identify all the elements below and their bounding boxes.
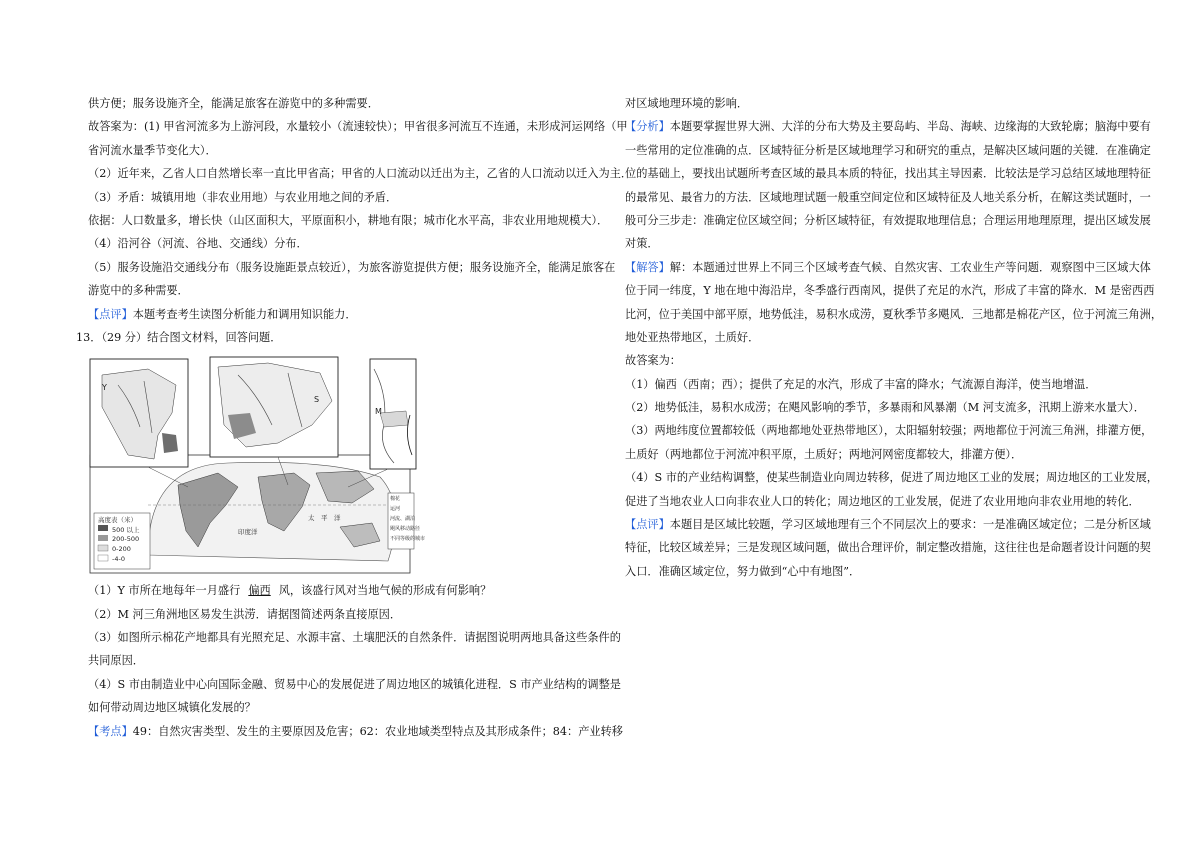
text-line: 的最常见、最省力的方法．区域地理试题一般重空间定位和区域特征及人地关系分析，在解这类试题时，一	[625, 190, 1151, 204]
text-line: 土质好（两地都位于河流冲积平原，土质好；两地河网密度都较大，排灌方便）．	[625, 447, 1023, 461]
label-m: M	[375, 407, 382, 417]
analysis-text: 本题要掌握世界大洲、大洋的分布大势及主要岛屿、半岛、海峡、边缘海的大致轮廓；脑海中要有	[669, 120, 1151, 134]
text-line: 位的基础上，要找出试题所考查区域的最具本质的特征，找出其主导因素．比较法是学习总结区域地理特征	[625, 167, 1151, 181]
analysis-tag: 【分析】	[625, 120, 670, 134]
ocean-pacific-label: 太 平 洋	[308, 514, 341, 523]
text-line: （2）地势低洼，易积水成涝；在飓风影响的季节，多暴雨和风暴潮（M 河支流多，汛期上游来水量大）．	[625, 401, 1145, 415]
text-line: 故答案为：	[625, 354, 681, 368]
map-legend-item: 飓风移动路径	[390, 526, 421, 533]
answer-tag: 【解答】	[625, 260, 670, 274]
ocean-indian-label: 印度洋	[238, 528, 258, 537]
text-line: 促进了当地农业人口向非农业人口的转化；周边地区的工业发展，促进了农业用地向非农业用地的转化．	[625, 494, 1140, 508]
elevation-legend-title: 高度表（米）	[98, 516, 137, 525]
text-line: 对策．	[625, 237, 659, 251]
question-3-cont: 共同原因．	[88, 654, 144, 668]
map-legend-item: 河流、湖泊	[390, 516, 416, 523]
text-line: 入口．准确区域定位，努力做到“心中有地图”．	[625, 564, 861, 578]
left-column	[76, 92, 633, 743]
text-line: （1）偏西（西南；西）；提供了充足的水汽，形成了丰富的降水；气流源自海洋，使当地增温．	[625, 377, 1097, 391]
elevation-legend-item: 0-200	[112, 545, 131, 554]
question-1-answer: 偏西	[248, 584, 271, 598]
text-line: （4）S 市的产业结构调整，使某些制造业向周边转移，促进了周边地区工业的发展；周边地区的工业发展，	[625, 471, 1158, 485]
elevation-legend-item: 500 以上	[112, 526, 140, 535]
review-tag: 【点评】	[625, 518, 670, 532]
answer-text: 解：本题通过世界上不同三个区域考查气候、自然灾害、工农业生产等问题．观察图中三区域大体	[669, 260, 1151, 274]
text-line: 游览中的多种需要．	[88, 284, 189, 298]
question-3: （3）如图所示棉花产地都具有光照充足、水源丰富、土壤肥沃的自然条件．请据图说明两地具备这些条件的	[88, 631, 621, 645]
question-2: （2）M 河三角洲地区易发生洪涝．请据图简述两条直接原因．	[88, 607, 402, 621]
text-line: （4）沿河谷（河流、谷地、交通线）分布．	[88, 237, 308, 251]
text-line: （3）矛盾：城镇用地（非农业用地）与农业用地之间的矛盾．	[88, 190, 398, 204]
question-4-cont: 如何带动周边地区城镇化发展的？	[88, 701, 256, 715]
text-line: 特征，比较区域差异；三是发现区域问题，做出合理评价，制定整改措施，这往往也是命题者设计问题的契	[625, 541, 1151, 555]
text-line: （2）近年来，乙省人口自然增长率一直比甲省高；甲省的人口流动以迁出为主，乙省的人口流动以迁入为主．	[88, 167, 633, 181]
answer-line	[625, 256, 1151, 279]
map-legend-item: 棉花	[390, 496, 401, 503]
question-4: （4）S 市由制造业中心向国际金融、贸易中心的发展促进了周边地区的城镇化进程．S 市产业结构的调整是	[88, 677, 621, 691]
elevation-legend-item: 200-500	[112, 535, 140, 544]
question-1-prefix: （1）Y 市所在地每年一月盛行	[88, 584, 241, 598]
text-line: 一些常用的定位准确的点．区域特征分析是区域地理学习和研究的重点，是解决区域问题的关键．在准确定	[625, 143, 1151, 157]
review-text: 本题目是区域比较题，学习区域地理有三个不同层次上的要求：一是准确区域定位；二是分析区域	[669, 518, 1151, 532]
text-line: 供方便；服务设施齐全，能满足旅客在游览中的多种需要．	[88, 97, 379, 110]
review-line	[625, 513, 1151, 536]
map-legend-item: 不同等级的城市	[390, 536, 426, 543]
review-tag: 【点评】	[88, 307, 133, 321]
right-column	[625, 92, 1163, 583]
text-line: 依据：人口数量多，增长快（山区面积大，平原面积小，耕地有限；城市化水平高，非农业用地规模大）．	[88, 213, 609, 227]
text-line: 省河流水量季节变化大）．	[88, 143, 217, 157]
question-1-suffix: 风，该盛行风对当地气候的形成有何影响？	[278, 584, 492, 598]
text-line: 位于同一纬度，Y 地在地中海沿岸，冬季盛行西南风，提供了充足的水汽，形成了丰富的降水．M 是密西西	[625, 284, 1155, 298]
label-s: S	[314, 395, 320, 405]
analysis-line	[625, 115, 1151, 138]
question-13-title: 13．（29 分）结合图文材料，回答问题．	[76, 330, 282, 344]
text-line: （5）服务设施沿交通线分布（服务设施距景点较近），为旅客游览提供方便；服务设施齐全，能满足旅客在	[88, 260, 616, 274]
text-line: 比河，位于美国中部平原，地势低洼，易积水成涝，夏秋季节多飓风．三地都是棉花产区，位于河流三角洲，	[625, 307, 1163, 321]
review-text: 本题考查考生读图分析能力和调用知识能力．	[132, 307, 357, 321]
review-line	[88, 303, 594, 326]
kaodian-tag: 【考点】	[88, 724, 133, 738]
text-line: 对区域地理环境的影响．	[625, 97, 749, 110]
kaodian-text: 49：自然灾害类型、发生的主要原因及危害；62：农业地域类型特点及其形成条件；84：产业转移	[132, 724, 623, 738]
question-1	[88, 579, 594, 602]
label-y: Y	[102, 383, 107, 393]
map-legend-item: 运河	[390, 506, 401, 513]
kaodian-line	[88, 720, 623, 743]
text-line: 般可分三步走：准确定位区域空间；分析区域特征，有效提取地理信息；合理运用地理原理，提出区域发展	[625, 213, 1151, 227]
map-figure	[88, 355, 426, 575]
text-line: 故答案为：(1) 甲省河流多为上游河段，水量较小（流速较快）；甲省很多河流互不连通，未形成河运网络（甲	[88, 120, 628, 134]
elevation-legend-item: -4-0	[112, 555, 125, 564]
text-line: （3）两地纬度位置都较低（两地都地处亚热带地区），太阳辐射较强；两地都位于河流三角洲，排灌方便，	[625, 424, 1153, 438]
text-line: 地处亚热带地区，土质好．	[625, 330, 760, 344]
